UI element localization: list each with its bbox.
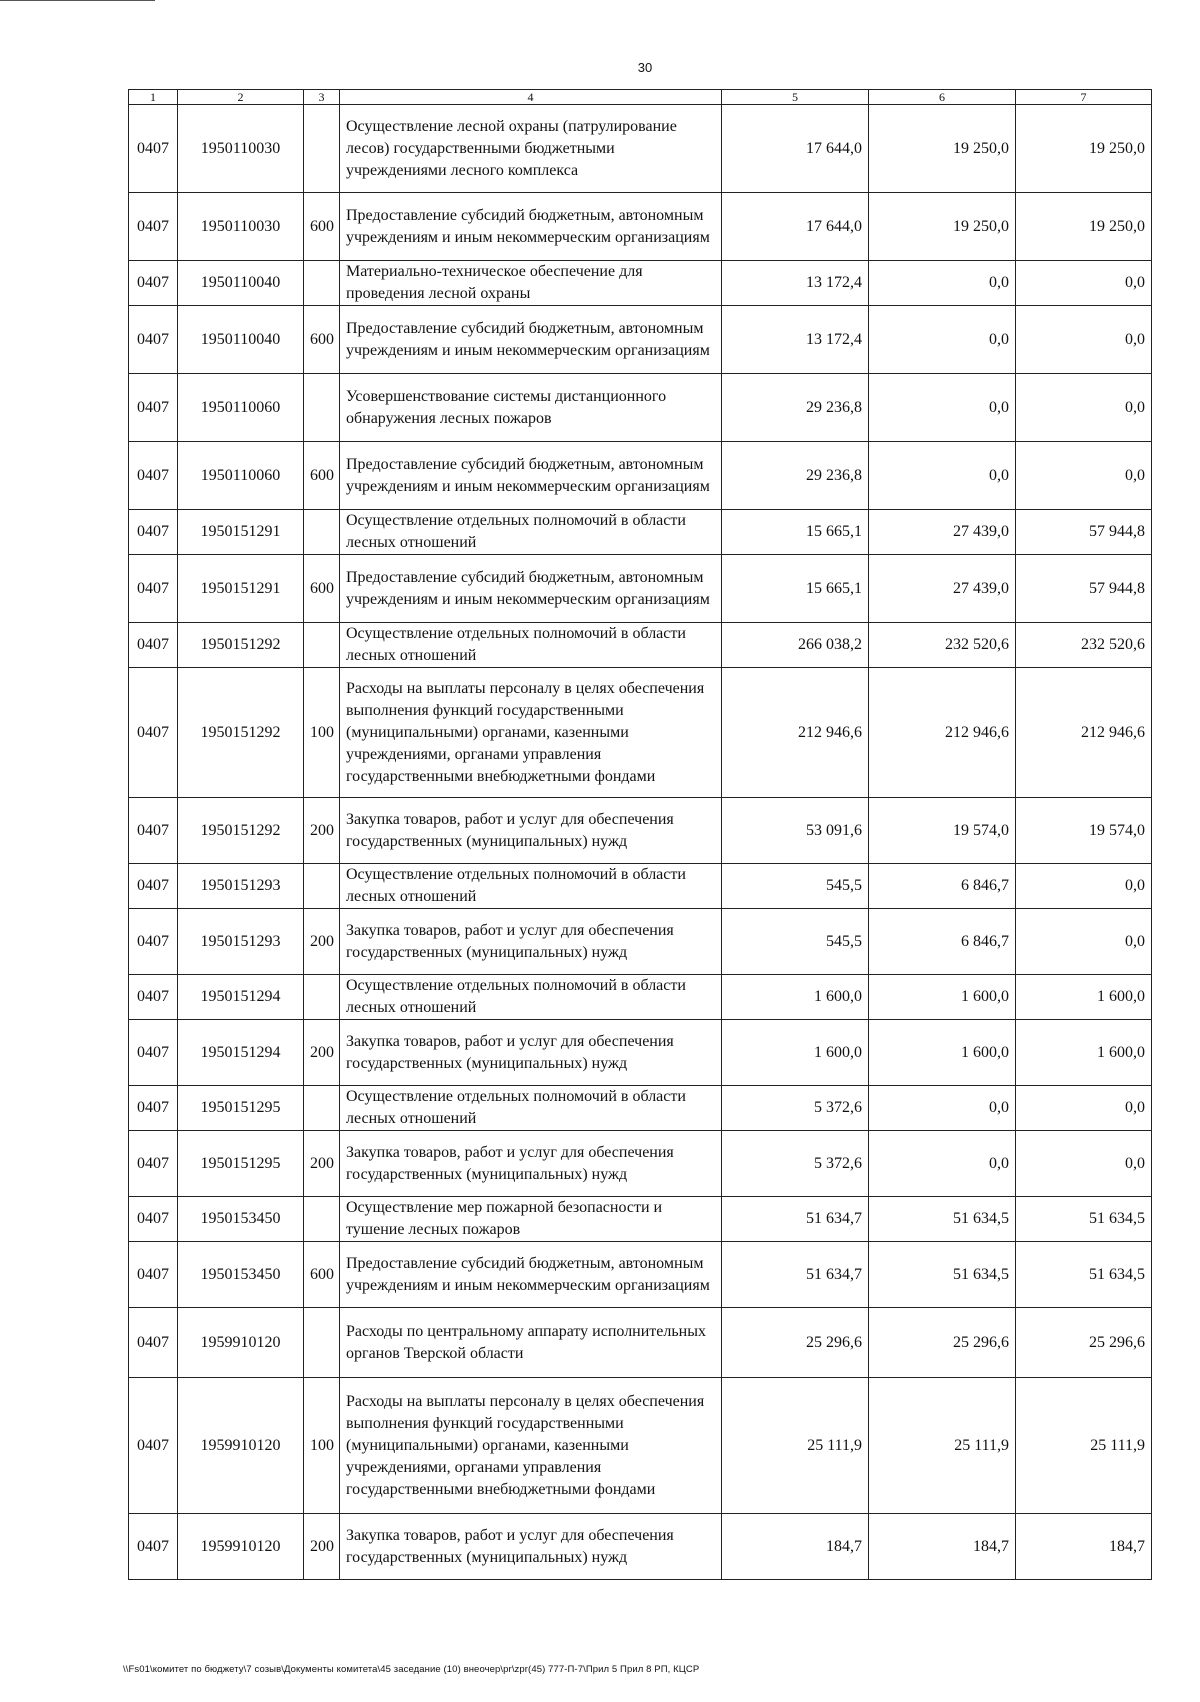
expense-type-cell [304, 623, 340, 668]
table-row [129, 374, 1152, 442]
expense-type-cell [304, 1086, 340, 1131]
expense-type-cell: 100 [304, 668, 340, 798]
expense-type-cell: 600 [304, 193, 340, 261]
amount-year1-cell: 212 946,6 [722, 668, 869, 798]
expense-type-cell [304, 261, 340, 306]
expense-type-cell: 200 [304, 798, 340, 864]
section-code-cell: 0407 [129, 864, 178, 909]
amount-year2-cell: 232 520,6 [869, 623, 1016, 668]
expense-type-cell [304, 1197, 340, 1242]
item-name-cell: Предоставление субсидий бюджетным, автономным учреждениям и иным некоммерческим организациям [340, 1242, 722, 1308]
amount-year3-cell: 1 600,0 [1016, 1020, 1152, 1086]
target-article-cell: 1950110060 [178, 374, 304, 442]
section-code-cell: 0407 [129, 510, 178, 555]
target-article-cell: 1950151292 [178, 668, 304, 798]
target-article-cell: 1950151295 [178, 1086, 304, 1131]
amount-year1-cell: 51 634,7 [722, 1197, 869, 1242]
expense-type-cell [304, 374, 340, 442]
item-name-cell: Закупка товаров, работ и услуг для обеспечения государственных (муниципальных) нужд [340, 909, 722, 975]
amount-year3-cell: 0,0 [1016, 374, 1152, 442]
item-name-cell: Закупка товаров, работ и услуг для обеспечения государственных (муниципальных) нужд [340, 1514, 722, 1580]
item-name-cell: Расходы по центральному аппарату исполнительных органов Тверской области [340, 1308, 722, 1378]
amount-year3-cell: 0,0 [1016, 306, 1152, 374]
amount-year1-cell: 13 172,4 [722, 306, 869, 374]
amount-year2-cell: 0,0 [869, 1131, 1016, 1197]
amount-year1-cell: 29 236,8 [722, 442, 869, 510]
amount-year3-cell: 57 944,8 [1016, 510, 1152, 555]
expense-type-cell: 600 [304, 555, 340, 623]
target-article-cell: 1950151294 [178, 1020, 304, 1086]
item-name-cell: Материально-техническое обеспечение для проведения лесной охраны [340, 261, 722, 306]
amount-year2-cell: 0,0 [869, 306, 1016, 374]
column-header: 5 [722, 90, 869, 105]
expense-type-cell: 600 [304, 1242, 340, 1308]
table-row [129, 798, 1152, 864]
target-article-cell: 1950151294 [178, 975, 304, 1020]
target-article-cell: 1959910120 [178, 1514, 304, 1580]
section-code-cell: 0407 [129, 668, 178, 798]
item-name-cell: Осуществление отдельных полномочий в области лесных отношений [340, 510, 722, 555]
section-code-cell: 0407 [129, 1086, 178, 1131]
section-code-cell: 0407 [129, 442, 178, 510]
amount-year3-cell: 51 634,5 [1016, 1197, 1152, 1242]
target-article-cell: 1950151292 [178, 623, 304, 668]
amount-year2-cell: 19 574,0 [869, 798, 1016, 864]
amount-year3-cell: 0,0 [1016, 261, 1152, 306]
amount-year1-cell: 17 644,0 [722, 193, 869, 261]
expense-type-cell: 200 [304, 1020, 340, 1086]
table-row [129, 1514, 1152, 1580]
section-code-cell: 0407 [129, 975, 178, 1020]
item-name-cell: Расходы на выплаты персоналу в целях обеспечения выполнения функций государственными (муниципальными) органами, казенными учреждениями, органами управления государственными внебюджетными фондами [340, 668, 722, 798]
table-row [129, 1131, 1152, 1197]
target-article-cell: 1959910120 [178, 1308, 304, 1378]
amount-year3-cell: 57 944,8 [1016, 555, 1152, 623]
amount-year1-cell: 545,5 [722, 909, 869, 975]
item-name-cell: Предоставление субсидий бюджетным, автономным учреждениям и иным некоммерческим организациям [340, 193, 722, 261]
section-code-cell: 0407 [129, 623, 178, 668]
item-name-cell: Закупка товаров, работ и услуг для обеспечения государственных (муниципальных) нужд [340, 1131, 722, 1197]
amount-year1-cell: 53 091,6 [722, 798, 869, 864]
section-code-cell: 0407 [129, 306, 178, 374]
amount-year2-cell: 6 846,7 [869, 864, 1016, 909]
table-row [129, 623, 1152, 668]
table-row [129, 668, 1152, 798]
amount-year2-cell: 19 250,0 [869, 105, 1016, 193]
amount-year3-cell: 19 250,0 [1016, 193, 1152, 261]
amount-year1-cell: 17 644,0 [722, 105, 869, 193]
table-row [129, 1086, 1152, 1131]
amount-year1-cell: 25 111,9 [722, 1378, 869, 1514]
expense-type-cell: 200 [304, 909, 340, 975]
section-code-cell: 0407 [129, 1020, 178, 1086]
amount-year2-cell: 27 439,0 [869, 510, 1016, 555]
amount-year1-cell: 5 372,6 [722, 1131, 869, 1197]
table-row [129, 510, 1152, 555]
amount-year1-cell: 1 600,0 [722, 1020, 869, 1086]
expense-type-cell [304, 510, 340, 555]
expense-type-cell: 600 [304, 442, 340, 510]
amount-year1-cell: 25 296,6 [722, 1308, 869, 1378]
amount-year1-cell: 15 665,1 [722, 555, 869, 623]
amount-year1-cell: 15 665,1 [722, 510, 869, 555]
amount-year3-cell: 184,7 [1016, 1514, 1152, 1580]
section-code-cell: 0407 [129, 105, 178, 193]
expense-type-cell: 200 [304, 1131, 340, 1197]
target-article-cell: 1959910120 [178, 1378, 304, 1514]
expense-type-cell: 600 [304, 306, 340, 374]
target-article-cell: 1950153450 [178, 1197, 304, 1242]
amount-year3-cell: 25 296,6 [1016, 1308, 1152, 1378]
amount-year3-cell: 0,0 [1016, 1086, 1152, 1131]
column-header: 3 [304, 90, 340, 105]
amount-year2-cell: 0,0 [869, 1086, 1016, 1131]
target-article-cell: 1950151291 [178, 555, 304, 623]
item-name-cell: Предоставление субсидий бюджетным, автономным учреждениям и иным некоммерческим организациям [340, 306, 722, 374]
target-article-cell: 1950153450 [178, 1242, 304, 1308]
column-header: 6 [869, 90, 1016, 105]
amount-year2-cell: 19 250,0 [869, 193, 1016, 261]
target-article-cell: 1950110040 [178, 261, 304, 306]
amount-year3-cell: 232 520,6 [1016, 623, 1152, 668]
section-code-cell: 0407 [129, 909, 178, 975]
target-article-cell: 1950110060 [178, 442, 304, 510]
amount-year3-cell: 0,0 [1016, 864, 1152, 909]
amount-year3-cell: 25 111,9 [1016, 1378, 1152, 1514]
amount-year2-cell: 51 634,5 [869, 1242, 1016, 1308]
target-article-cell: 1950151291 [178, 510, 304, 555]
table-row [129, 306, 1152, 374]
amount-year2-cell: 1 600,0 [869, 975, 1016, 1020]
amount-year1-cell: 545,5 [722, 864, 869, 909]
item-name-cell: Осуществление мер пожарной безопасности и тушение лесных пожаров [340, 1197, 722, 1242]
amount-year1-cell: 5 372,6 [722, 1086, 869, 1131]
table-row [129, 555, 1152, 623]
expense-type-cell [304, 1308, 340, 1378]
amount-year3-cell: 19 574,0 [1016, 798, 1152, 864]
target-article-cell: 1950110030 [178, 193, 304, 261]
expense-type-cell [304, 105, 340, 193]
column-header: 2 [178, 90, 304, 105]
section-code-cell: 0407 [129, 1242, 178, 1308]
amount-year3-cell: 0,0 [1016, 442, 1152, 510]
expense-type-cell [304, 864, 340, 909]
table-header-row [129, 90, 1152, 105]
column-header: 4 [340, 90, 722, 105]
table-row [129, 442, 1152, 510]
scan-edge-line [0, 0, 155, 1]
target-article-cell: 1950110040 [178, 306, 304, 374]
table-row [129, 1308, 1152, 1378]
amount-year3-cell: 1 600,0 [1016, 975, 1152, 1020]
expense-type-cell [304, 975, 340, 1020]
amount-year2-cell: 25 296,6 [869, 1308, 1016, 1378]
table-row [129, 1378, 1152, 1514]
amount-year1-cell: 51 634,7 [722, 1242, 869, 1308]
table-row [129, 1242, 1152, 1308]
table-row [129, 975, 1152, 1020]
item-name-cell: Предоставление субсидий бюджетным, автономным учреждениям и иным некоммерческим организациям [340, 555, 722, 623]
table-row [129, 909, 1152, 975]
amount-year2-cell: 25 111,9 [869, 1378, 1016, 1514]
item-name-cell: Осуществление отдельных полномочий в области лесных отношений [340, 1086, 722, 1131]
section-code-cell: 0407 [129, 798, 178, 864]
amount-year3-cell: 19 250,0 [1016, 105, 1152, 193]
column-header: 1 [129, 90, 178, 105]
table-row [129, 261, 1152, 306]
section-code-cell: 0407 [129, 374, 178, 442]
target-article-cell: 1950151292 [178, 798, 304, 864]
amount-year1-cell: 1 600,0 [722, 975, 869, 1020]
target-article-cell: 1950110030 [178, 105, 304, 193]
expense-type-cell: 200 [304, 1514, 340, 1580]
item-name-cell: Закупка товаров, работ и услуг для обеспечения государственных (муниципальных) нужд [340, 798, 722, 864]
amount-year2-cell: 184,7 [869, 1514, 1016, 1580]
target-article-cell: 1950151293 [178, 909, 304, 975]
item-name-cell: Усовершенствование системы дистанционного обнаружения лесных пожаров [340, 374, 722, 442]
section-code-cell: 0407 [129, 261, 178, 306]
column-header: 7 [1016, 90, 1152, 105]
amount-year2-cell: 27 439,0 [869, 555, 1016, 623]
expense-type-cell: 100 [304, 1378, 340, 1514]
target-article-cell: 1950151293 [178, 864, 304, 909]
amount-year1-cell: 13 172,4 [722, 261, 869, 306]
amount-year3-cell: 0,0 [1016, 1131, 1152, 1197]
table-row [129, 1197, 1152, 1242]
amount-year2-cell: 0,0 [869, 374, 1016, 442]
table-row [129, 105, 1152, 193]
footer-file-path: \\Fs01\комитет по бюджету\7 созыв\Документы комитета\45 заседание (10) внеочер\pr\zpr(45) 777-П-7\Прил 5 Прил 8 РП, КЦСР [123, 1664, 700, 1675]
amount-year2-cell: 51 634,5 [869, 1197, 1016, 1242]
amount-year3-cell: 212 946,6 [1016, 668, 1152, 798]
item-name-cell: Осуществление отдельных полномочий в области лесных отношений [340, 864, 722, 909]
item-name-cell: Предоставление субсидий бюджетным, автономным учреждениям и иным некоммерческим организациям [340, 442, 722, 510]
target-article-cell: 1950151295 [178, 1131, 304, 1197]
section-code-cell: 0407 [129, 555, 178, 623]
page-number: 30 [637, 60, 653, 75]
item-name-cell: Осуществление отдельных полномочий в области лесных отношений [340, 623, 722, 668]
table-row [129, 193, 1152, 261]
item-name-cell: Осуществление отдельных полномочий в области лесных отношений [340, 975, 722, 1020]
amount-year1-cell: 266 038,2 [722, 623, 869, 668]
amount-year2-cell: 1 600,0 [869, 1020, 1016, 1086]
amount-year2-cell: 212 946,6 [869, 668, 1016, 798]
section-code-cell: 0407 [129, 193, 178, 261]
amount-year2-cell: 6 846,7 [869, 909, 1016, 975]
section-code-cell: 0407 [129, 1378, 178, 1514]
amount-year3-cell: 0,0 [1016, 909, 1152, 975]
amount-year2-cell: 0,0 [869, 261, 1016, 306]
section-code-cell: 0407 [129, 1514, 178, 1580]
table-row [129, 864, 1152, 909]
amount-year2-cell: 0,0 [869, 442, 1016, 510]
amount-year1-cell: 184,7 [722, 1514, 869, 1580]
item-name-cell: Осуществление лесной охраны (патрулирование лесов) государственными бюджетными учреждениями лесного комплекса [340, 105, 722, 193]
amount-year3-cell: 51 634,5 [1016, 1242, 1152, 1308]
section-code-cell: 0407 [129, 1131, 178, 1197]
item-name-cell: Расходы на выплаты персоналу в целях обеспечения выполнения функций государственными (муниципальными) органами, казенными учреждениями, органами управления государственными внебюджетными фондами [340, 1378, 722, 1514]
budget-table [128, 89, 1152, 1580]
table-row [129, 1020, 1152, 1086]
section-code-cell: 0407 [129, 1308, 178, 1378]
section-code-cell: 0407 [129, 1197, 178, 1242]
amount-year1-cell: 29 236,8 [722, 374, 869, 442]
item-name-cell: Закупка товаров, работ и услуг для обеспечения государственных (муниципальных) нужд [340, 1020, 722, 1086]
